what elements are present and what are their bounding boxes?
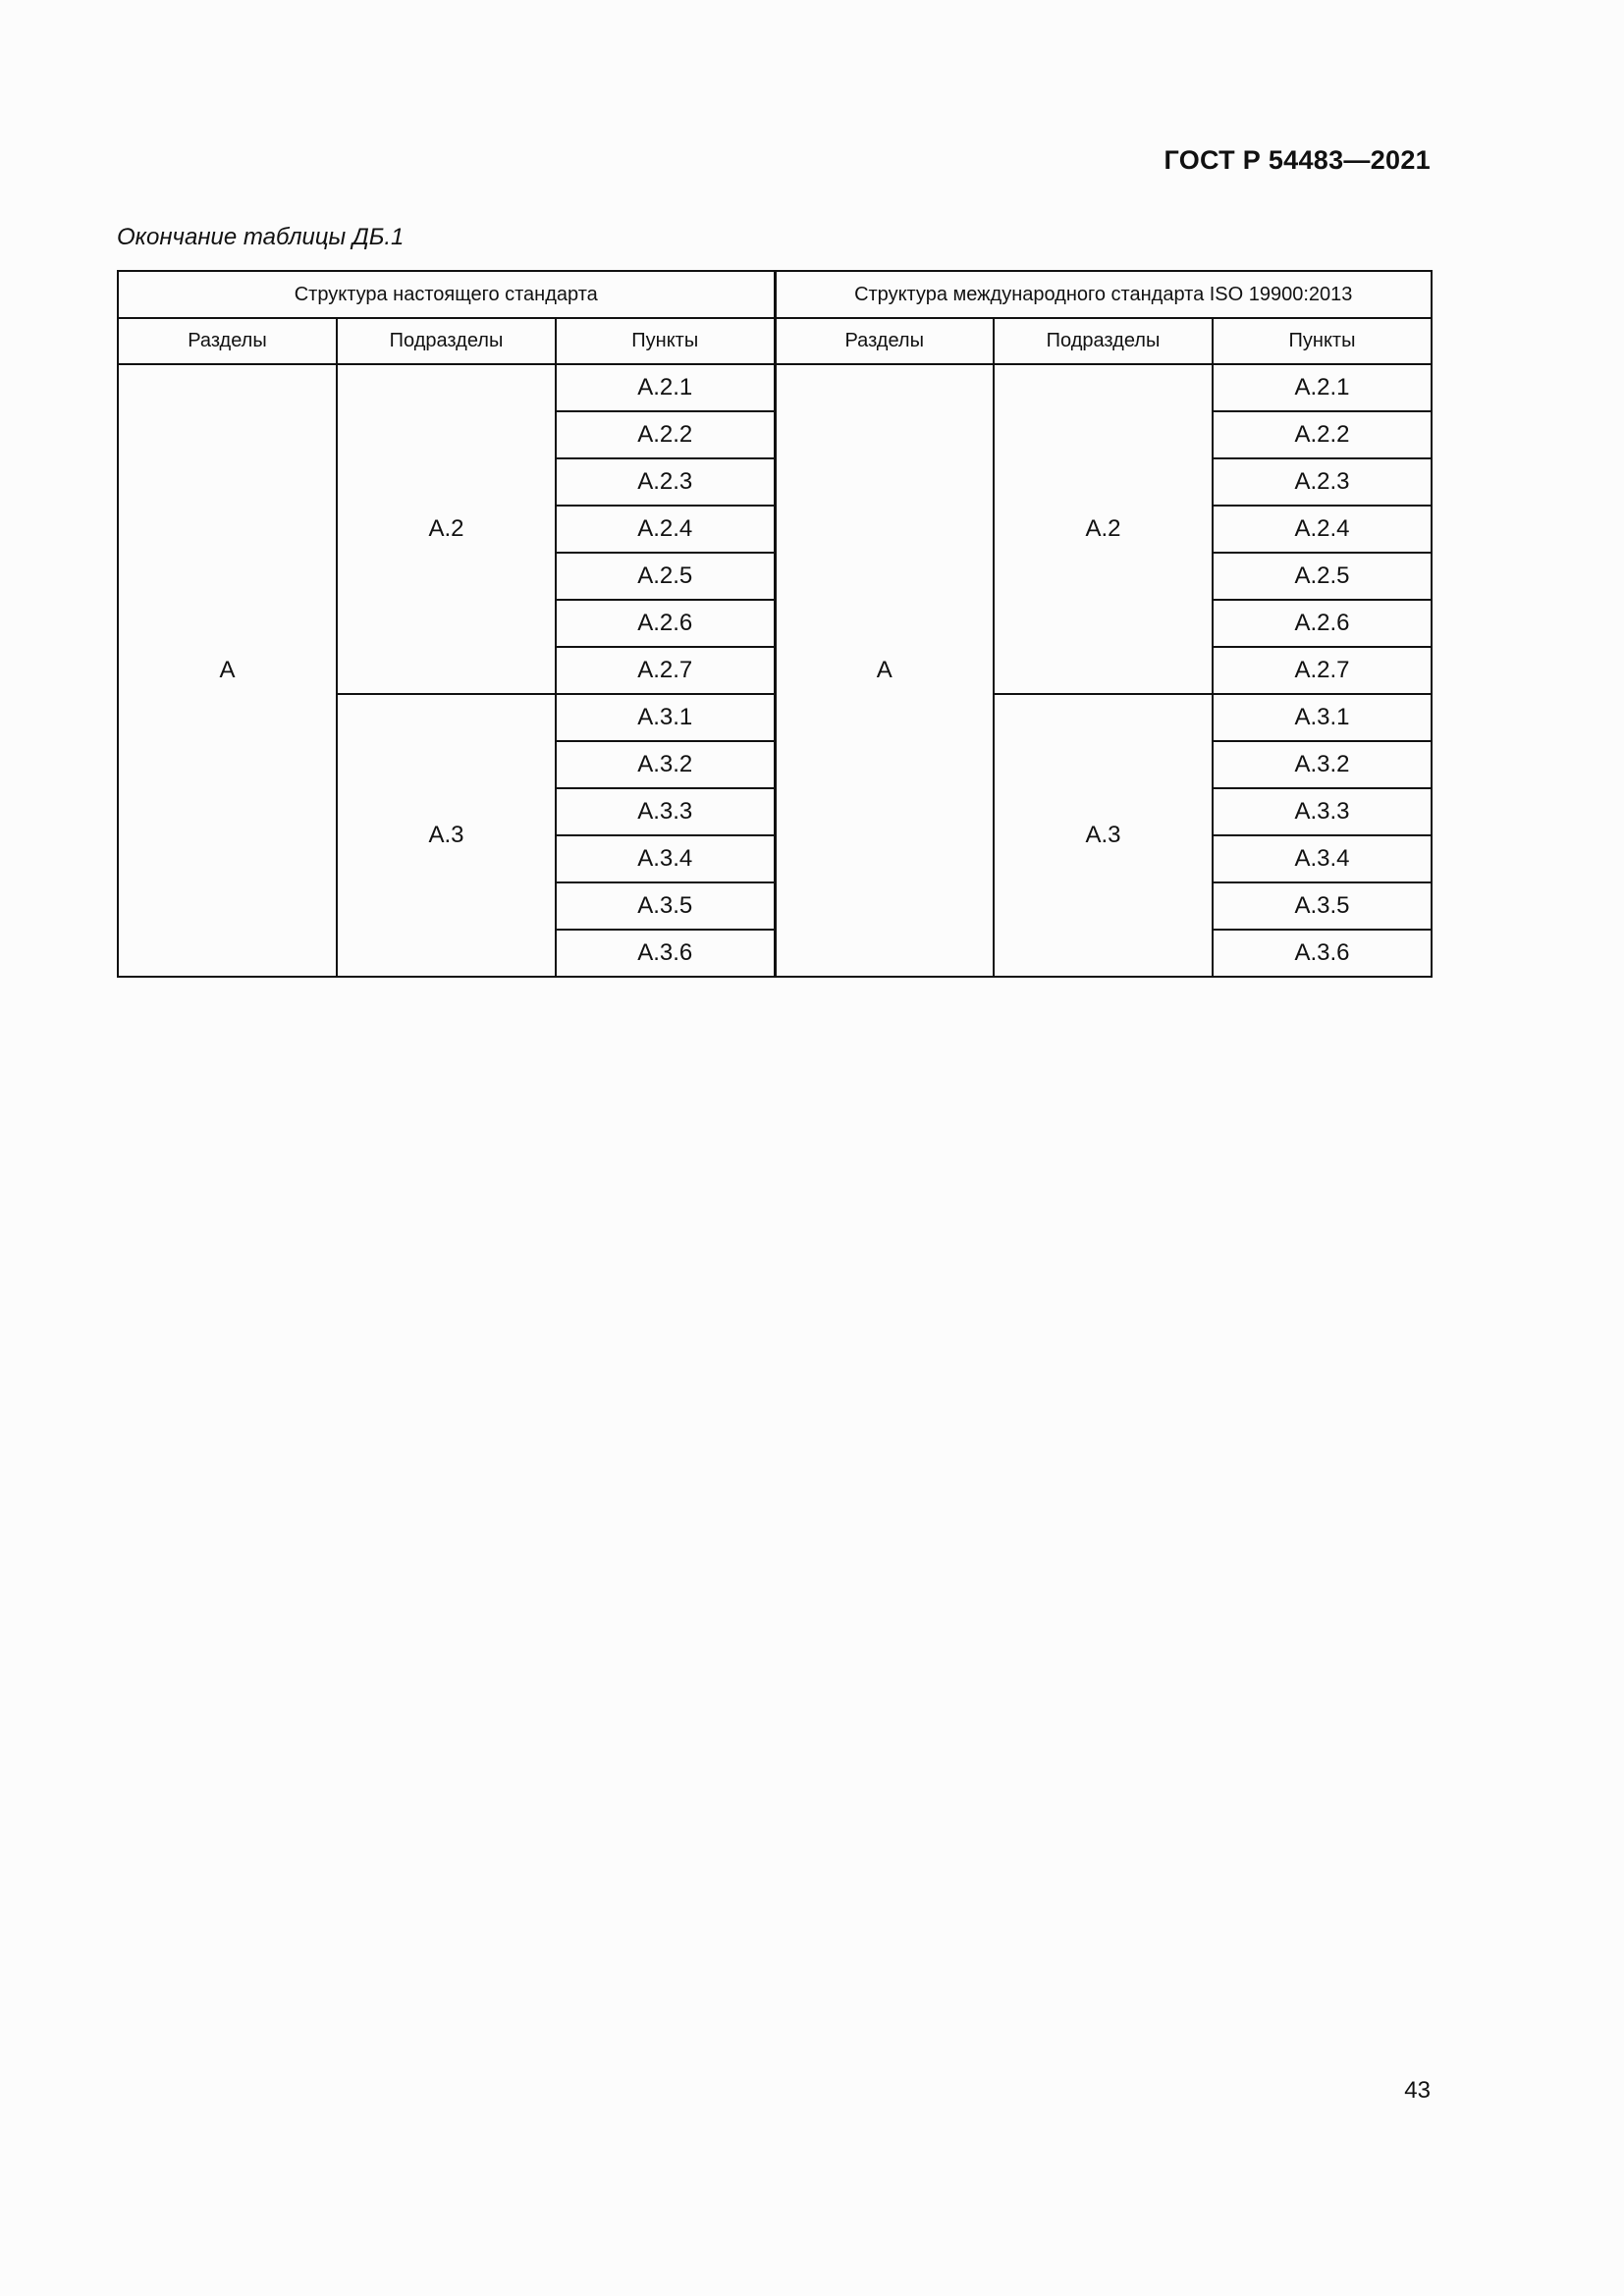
table-caption: Окончание таблицы ДБ.1	[117, 224, 405, 250]
page-number: 43	[1404, 2077, 1431, 2104]
column-header: Подразделы	[994, 318, 1213, 364]
group-header-national: Структура настоящего стандарта	[118, 271, 775, 318]
subsection-cell: А.3	[337, 694, 556, 977]
item-cell: А.2.5	[1213, 553, 1432, 600]
structure-comparison-table	[117, 270, 1433, 978]
item-cell: А.2.2	[1213, 411, 1432, 458]
column-header-row	[118, 318, 1432, 364]
item-cell: А.2.7	[556, 647, 775, 694]
column-header: Подразделы	[337, 318, 556, 364]
document-code: ГОСТ Р 54483—2021	[1164, 145, 1431, 175]
section-cell: А	[118, 364, 337, 977]
section-cell: А	[775, 364, 994, 977]
group-header-row	[118, 271, 1432, 318]
item-cell: А.2.3	[1213, 458, 1432, 506]
item-cell: А.2.2	[556, 411, 775, 458]
item-cell: А.3.3	[1213, 788, 1432, 835]
item-cell: А.3.4	[556, 835, 775, 882]
item-cell: А.2.6	[556, 600, 775, 647]
item-cell: А.3.5	[556, 882, 775, 930]
item-cell: А.2.6	[1213, 600, 1432, 647]
column-header: Разделы	[118, 318, 337, 364]
item-cell: А.3.3	[556, 788, 775, 835]
item-cell: А.3.1	[556, 694, 775, 741]
item-cell: А.2.4	[1213, 506, 1432, 553]
item-cell: А.3.2	[556, 741, 775, 788]
table-row	[118, 364, 1432, 411]
item-cell: А.2.3	[556, 458, 775, 506]
item-cell: А.2.5	[556, 553, 775, 600]
item-cell: А.3.5	[1213, 882, 1432, 930]
item-cell: А.3.6	[556, 930, 775, 977]
column-header: Пункты	[556, 318, 775, 364]
item-cell: А.3.2	[1213, 741, 1432, 788]
subsection-cell: А.3	[994, 694, 1213, 977]
item-cell: А.2.4	[556, 506, 775, 553]
column-header: Пункты	[1213, 318, 1432, 364]
item-cell: А.3.6	[1213, 930, 1432, 977]
subsection-cell: А.2	[337, 364, 556, 694]
item-cell: А.2.1	[1213, 364, 1432, 411]
item-cell: А.2.1	[556, 364, 775, 411]
column-header: Разделы	[775, 318, 994, 364]
item-cell: А.3.1	[1213, 694, 1432, 741]
item-cell: А.2.7	[1213, 647, 1432, 694]
group-header-international: Структура международного стандарта ISO 19900:2013	[775, 271, 1432, 318]
item-cell: А.3.4	[1213, 835, 1432, 882]
subsection-cell: А.2	[994, 364, 1213, 694]
